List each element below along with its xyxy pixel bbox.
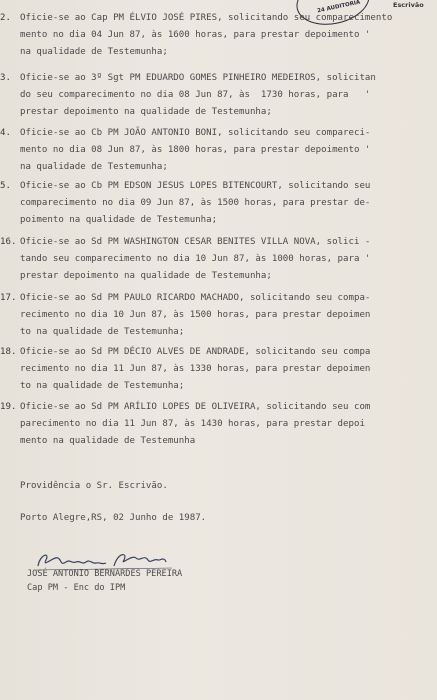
item-text-line: recimento no dia 10 Jun 87, às 1500 horas, para prestar depoimen [20,310,371,320]
item-text-line: to na qualidade de Testemunha; [20,327,185,337]
item-text-line: Oficie-se ao Cb PM JOÃO ANTONIO BONI, solicitando seu compareci- [20,128,371,138]
item-number: 3. [0,73,11,83]
item-text-line: do seu comparecimento no dia 08 Jun 87, às 1730 horas, para ' [20,90,371,100]
item-text-line: mento no dia 04 Jun 87, às 1600 horas, para prestar depoimento ' [20,30,371,40]
item-text-line: na qualidade de Testemunha; [20,162,168,172]
closing-line: Providência o Sr. Escrivão. [20,481,168,491]
item-text-line: Oficie-se ao Cb PM EDSON JESUS LOPES BITENCOURT, solicitando seu [20,181,371,191]
item-text-line: recimento no dia 11 Jun 87, às 1330 horas, para prestar depoimen [20,364,371,374]
item-text-line: Oficie-se ao Cap PM ÉLVIO JOSÉ PIRES, solicitando seu comparecimento [20,13,393,23]
item-text-line: Oficie-se ao Sd PM WASHINGTON CESAR BENITES VILLA NOVA, solici - [20,237,371,247]
signer-name: JOSÉ ANTONIO BERNARDES PEREIRA [27,569,183,579]
item-text-line: poimento na qualidade de Testemunha; [20,215,218,225]
stamp-text: 24 AUDITORIA [316,0,361,15]
item-text-line: Oficie-se ao Sd PM DÉCIO ALVES DE ANDRADE, solicitando seu compa [20,347,371,357]
item-text-line: mento no dia 08 Jun 87, às 1800 horas, para prestar depoimento ' [20,145,371,155]
item-number: 5. [0,181,11,191]
item-text-line: Oficie-se ao Sd PM ARÍLIO LOPES DE OLIVEIRA, solicitando seu com [20,402,371,412]
item-text-line: na qualidade de Testemunha; [20,47,168,57]
place-date: Porto Alegre,RS, 02 Junho de 1987. [20,513,207,523]
item-text-line: Oficie-se ao 3º Sgt PM EDUARDO GOMES PINHEIRO MEDEIROS, solicitan [20,73,376,83]
item-number: 4. [0,128,11,138]
stamp-label: Escrivão [393,1,424,9]
item-text-line: to na qualidade de Testemunha; [20,381,185,391]
item-number: 2. [0,13,11,23]
item-number: 18. [0,347,17,357]
item-number: 17. [0,293,17,303]
item-text-line: prestar depoimento na qualidade de Testemunha; [20,271,272,281]
item-text-line: tando seu comparecimento no dia 10 Jun 87, às 1000 horas, para ' [20,254,371,264]
item-text-line: comparecimento no dia 09 Jun 87, às 1500 horas, para prestar de- [20,198,371,208]
item-text-line: mento na qualidade de Testemunha [20,436,196,446]
item-text-line: prestar depoimento na qualidade de Testemunha; [20,107,272,117]
item-text-line: parecimento no dia 11 Jun 87, às 1430 horas, para prestar depoi [20,419,365,429]
signer-role: Cap PM - Enc do IPM [27,583,126,593]
item-number: 19. [0,402,17,412]
item-number: 16. [0,237,17,247]
item-text-line: Oficie-se ao Sd PM PAULO RICARDO MACHADO, solicitando seu compa- [20,293,371,303]
